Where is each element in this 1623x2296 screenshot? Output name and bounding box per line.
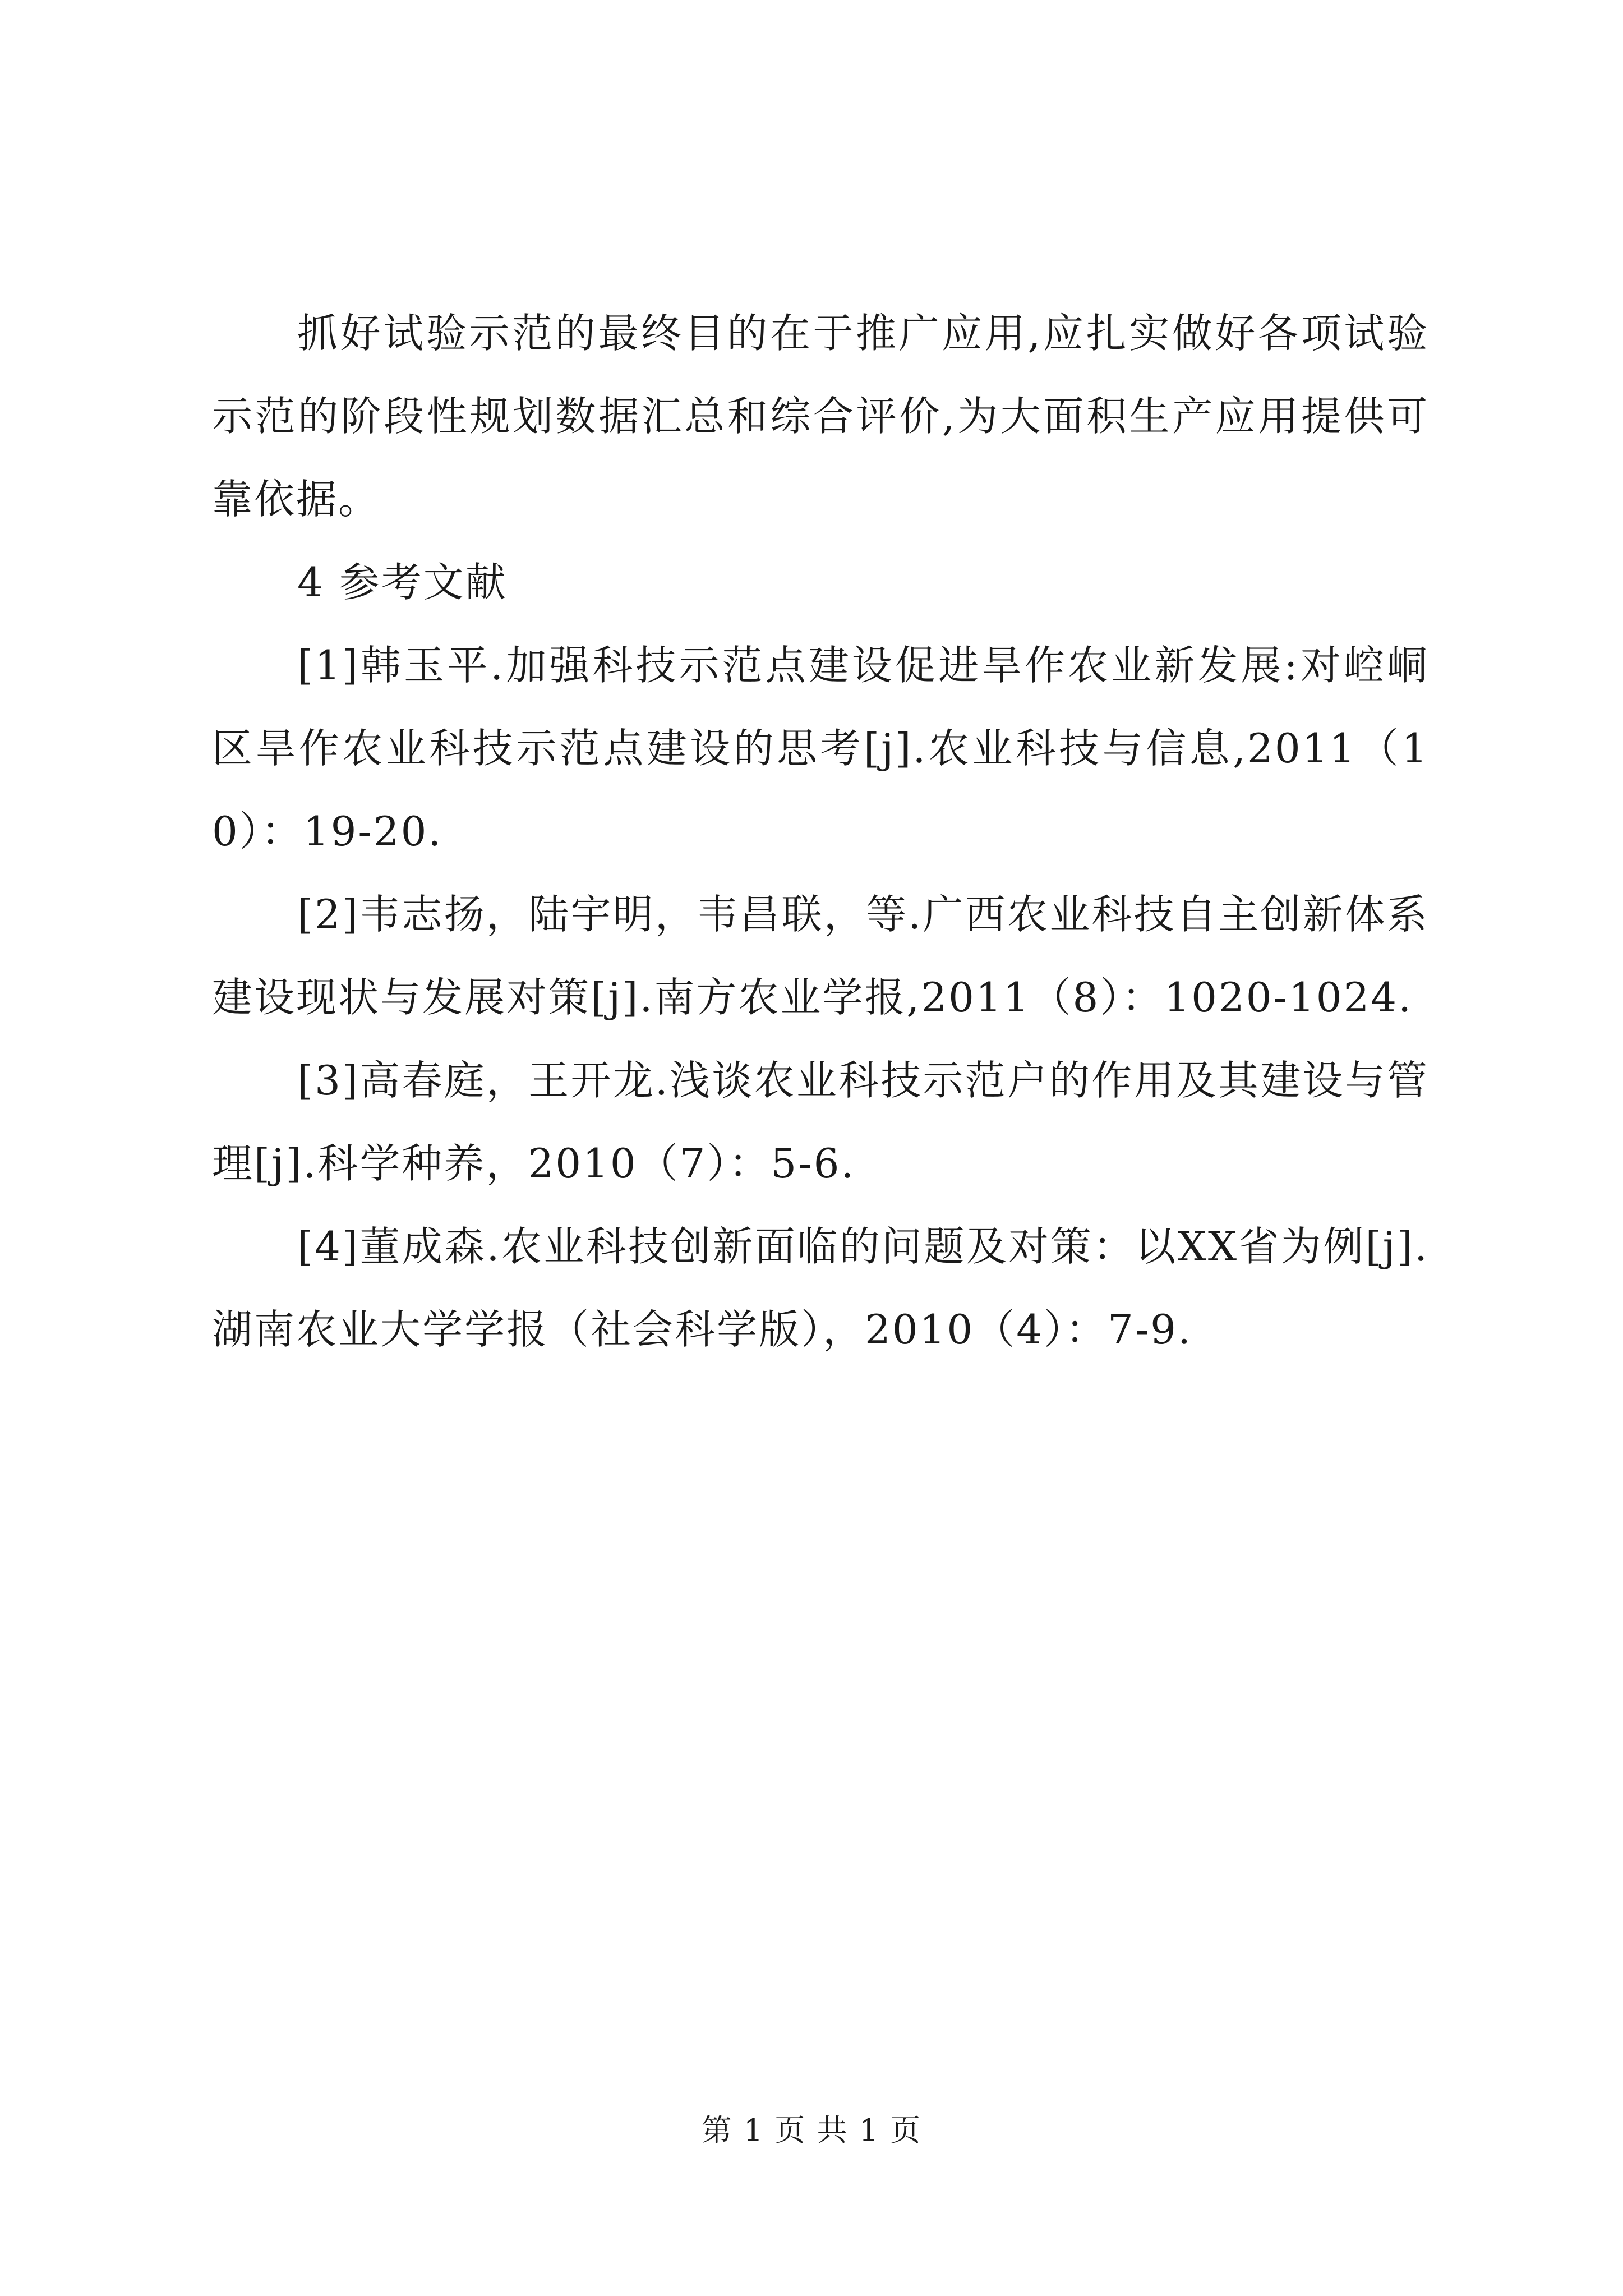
document-body	[212, 292, 1429, 1371]
paragraph-conclusion: 抓好试验示范的最终目的在于推广应用,应扎实做好各项试验示范的阶段性规划数据汇总和综合评价,为大面积生产应用提供可靠依据。	[212, 310, 1429, 523]
reference-item-2: [2]韦志扬，陆宇明，韦昌联，等.广西农业科技自主创新体系建设现状与发展对策[j].南方农业学报,2011（8）：1020-1024.	[212, 891, 1429, 1021]
reference-item-3: [3]高春庭，王开龙.浅谈农业科技示范户的作用及其建设与管理[j].科学种养，2010（7）：5-6.	[212, 1057, 1429, 1187]
reference-item-1: [1]韩玉平.加强科技示范点建设促进旱作农业新发展:对崆峒区旱作农业科技示范点建设的思考[j].农业科技与信息,2011（10）：19-20.	[212, 642, 1429, 855]
section-heading-references: 4 参考文献	[297, 559, 508, 606]
page-number-footer: 第 1 页 共 1 页	[701, 2113, 922, 2148]
reference-item-4: [4]董成森.农业科技创新面临的问题及对策：以XX省为例[j].湖南农业大学学报（社会科学版），2010（4）：7-9.	[212, 1223, 1429, 1353]
